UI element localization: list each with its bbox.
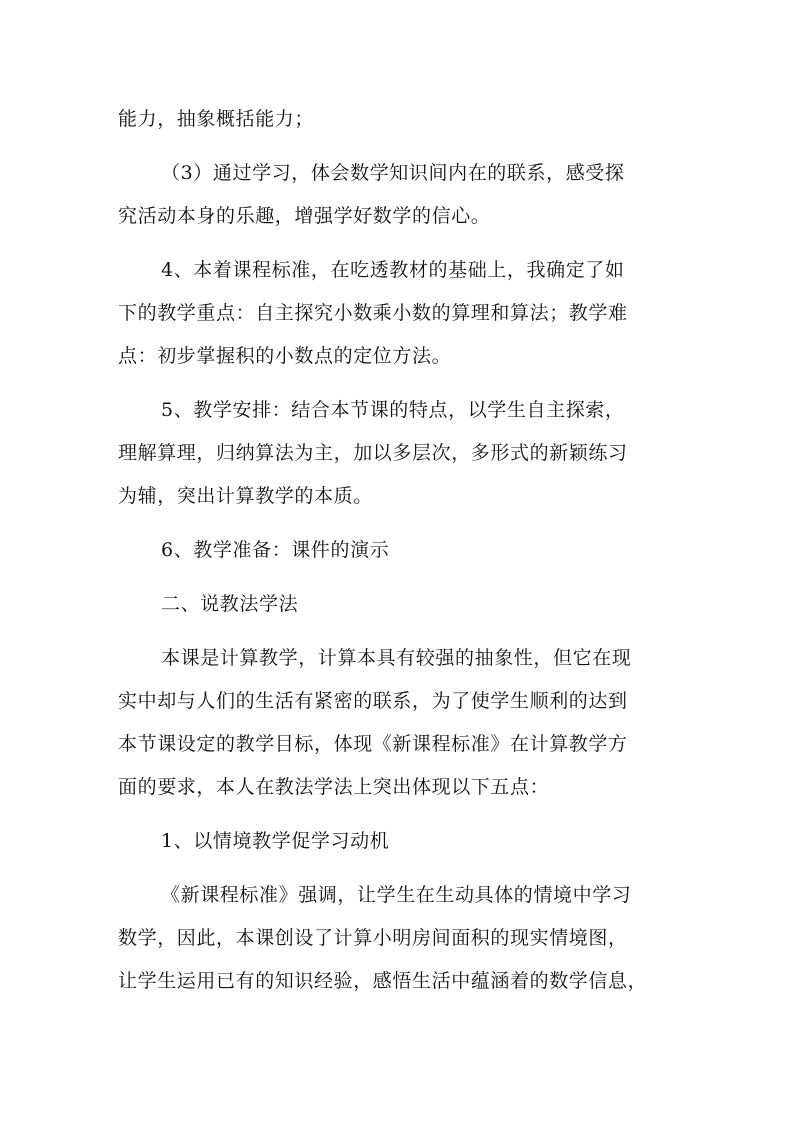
text-line: 6、教学准备：课件的演示 [161,539,390,561]
text-line: 4、本着课程标准，在吃透教材的基础上，我确定了如 [161,259,625,281]
text-line: 《新课程标准》强调，让学生在生动具体的情境中学习 [161,884,632,906]
text-line: 下的教学重点：自主探究小数乘小数的算理和算法；教学难 [118,302,628,324]
text-line: 数学，因此，本课创设了计算小明房间面积的现实情境图， [118,927,628,949]
text-line: 实中却与人们的生活有紧密的联系，为了使学生顺利的达到 [118,690,628,712]
text-line: 本节课设定的教学目标，体现《新课程标准》在计算教学方 [118,733,628,755]
text-line: （3）通过学习，体会数学知识间内在的联系，感受探 [161,162,625,184]
text-line: 面的要求，本人在教法学法上突出体现以下五点： [118,776,550,798]
text-line: 究活动本身的乐趣，增强学好数学的信心。 [118,205,491,227]
text-line: 点：初步掌握积的小数点的定位方法。 [118,345,452,367]
text-line: 理解算理，归纳算法为主，加以多层次，多形式的新颖练习 [118,442,628,464]
text-line: 让学生运用已有的知识经验，感悟生活中蕴涵着的数学信息， [118,970,648,992]
subheading: 1、以情境教学促学习动机 [161,830,390,852]
text-line: 5、教学安排：结合本节课的特点，以学生自主探索， [161,399,625,421]
text-line: 为辅，突出计算教学的本质。 [118,485,373,507]
section-heading: 二、说教法学法 [161,593,299,615]
text-line: 能力，抽象概括能力； [118,108,315,130]
text-line: 本课是计算教学，计算本具有较强的抽象性，但它在现 [161,647,632,669]
